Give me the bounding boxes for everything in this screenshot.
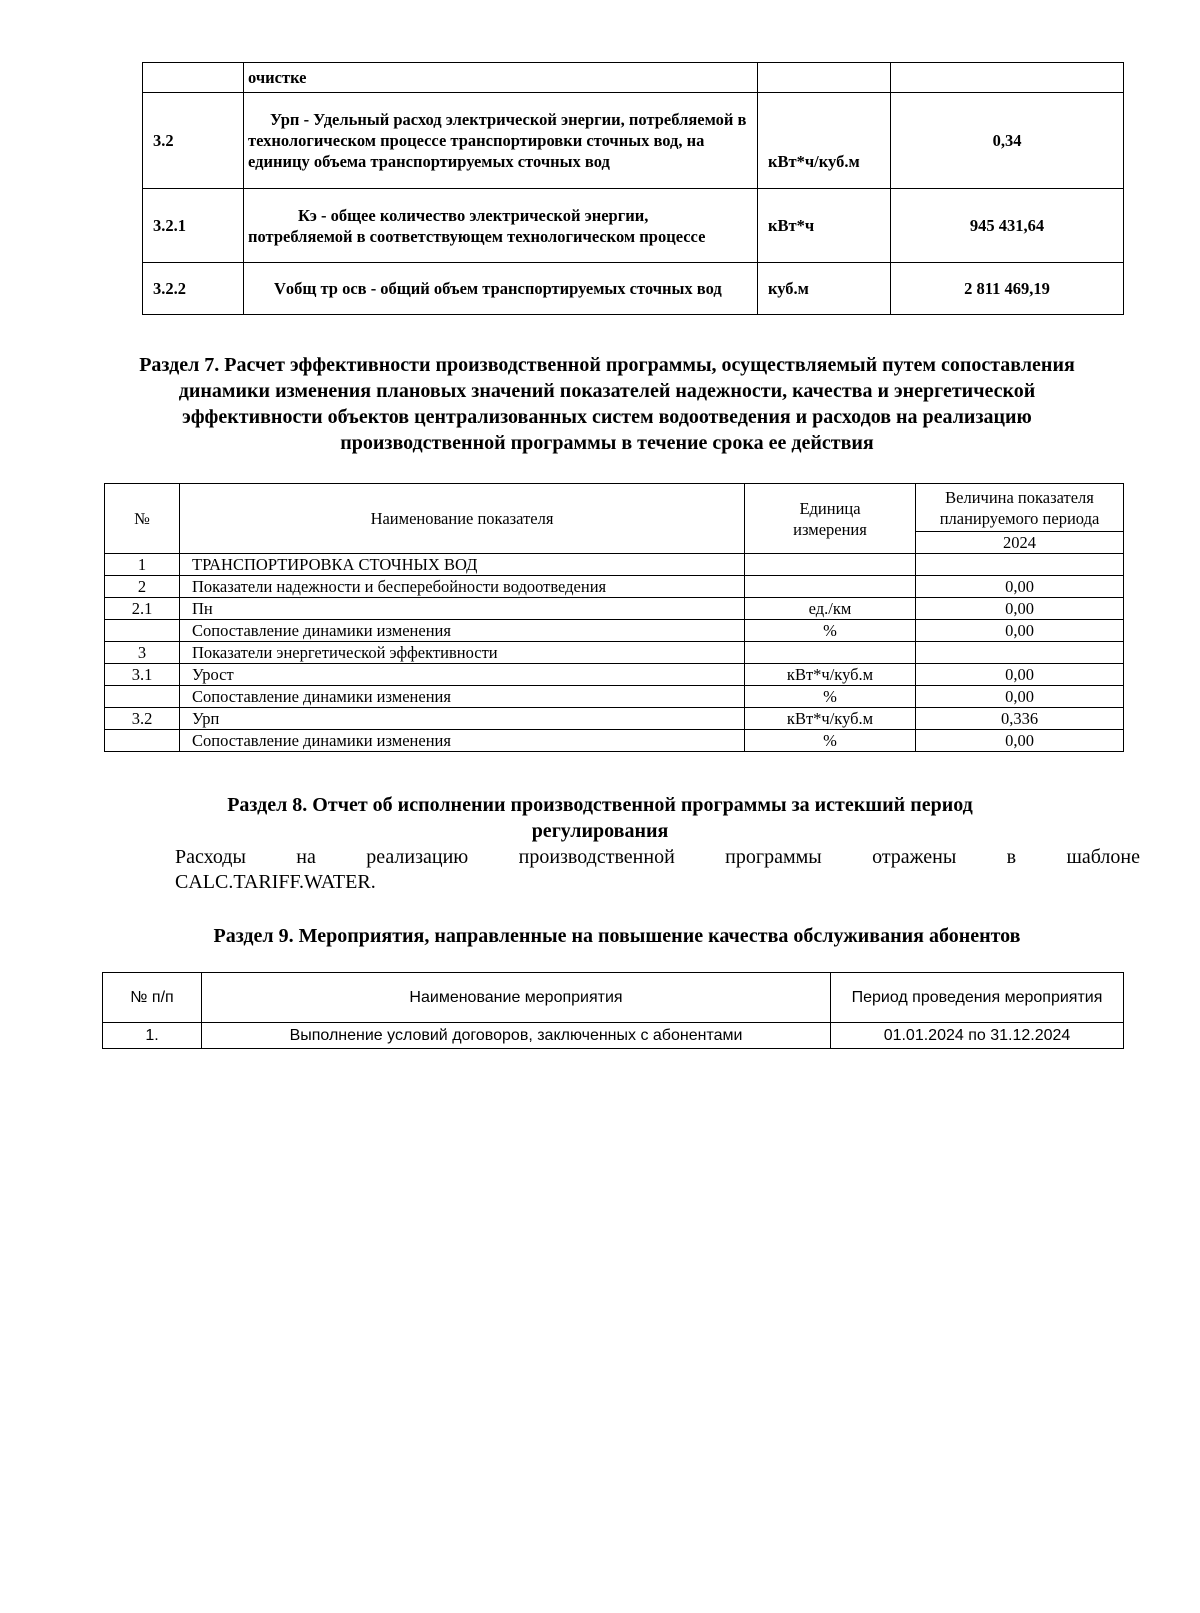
row-value: 0,00 [916,730,1124,752]
row-unit: кВт*ч/куб.м [745,664,916,686]
row-number: 3.2 [143,93,244,189]
table-row [105,620,1124,642]
table-row [105,730,1124,752]
section7-title: Раздел 7. Расчет эффективности производственной программы, осуществляемый путем сопоставления динамики изменения плановых значений показателей надежности, качества и энергетической эффективности объектов централизованных систем водоотведения и расходов на реализацию производственной программы в течение срока ее действия [139,354,1075,454]
row-value: 0,00 [916,620,1124,642]
section8-title-line1: Раздел 8. Отчет об исполнении производственной программы за истекший период [227,794,973,816]
row-number: 2.1 [105,598,180,620]
row-period: 01.01.2024 по 31.12.2024 [831,1023,1124,1049]
table-row [105,686,1124,708]
row-unit: % [745,686,916,708]
row-name: Пн [180,598,745,620]
section7-table-body [105,554,1124,752]
header-name: Наименование показателя [180,484,745,554]
row-unit: кВт*ч [758,189,891,263]
header-num: № п/п [103,973,202,1023]
row-unit [758,63,891,93]
row-value [916,642,1124,664]
table-row [105,554,1124,576]
row-value: 945 431,64 [891,189,1124,263]
row-unit [745,642,916,664]
table-row [143,63,1124,93]
row-value [916,554,1124,576]
top-continuation-table [142,62,1124,315]
row-value: 0,34 [891,93,1124,189]
table-header-row [103,973,1124,1023]
table-row [143,189,1124,263]
row-unit: куб.м [758,263,891,315]
row-unit: кВт*ч/куб.м [745,708,916,730]
row-number: 3.1 [105,664,180,686]
row-name: Vобщ тр осв - общий объем транспортируемых сточных вод [244,263,758,315]
top-table-body [143,63,1124,315]
row-name: ТРАНСПОРТИРОВКА СТОЧНЫХ ВОД [180,554,745,576]
row-name: Сопоставление динамики изменения [180,730,745,752]
row-number: 3.2 [105,708,180,730]
row-name: Выполнение условий договоров, заключенных с абонентами [202,1023,831,1049]
table-header-row [105,484,1124,532]
row-unit: % [745,730,916,752]
row-unit: % [745,620,916,642]
header-value: Величина показателя планируемого периода [916,484,1124,532]
row-unit: ед./км [745,598,916,620]
table-row [105,708,1124,730]
row-unit [745,576,916,598]
row-value: 0,00 [916,664,1124,686]
row-value: 0,00 [916,598,1124,620]
row-number: 1 [105,554,180,576]
section8-title-line2: регулирования [531,820,669,842]
row-name: Сопоставление динамики изменения [180,620,745,642]
row-value: 2 811 469,19 [891,263,1124,315]
header-num: № [105,484,180,554]
header-period: Период проведения мероприятия [831,973,1124,1023]
section9-table [102,972,1124,1049]
row-name: Урп [180,708,745,730]
row-name: Урост [180,664,745,686]
row-name: очистке [244,63,758,93]
row-number [105,620,180,642]
row-value: 0,00 [916,686,1124,708]
section9-title: Раздел 9. Мероприятия, направленные на повышение качества обслуживания абонентов [213,925,1021,947]
table-row [105,664,1124,686]
row-number: 3.2.2 [143,263,244,315]
row-number [105,730,180,752]
row-number [143,63,244,93]
header-year: 2024 [916,532,1124,554]
row-name: Показатели энергетической эффективности [180,642,745,664]
row-name: Урп - Удельный расход электрической энергии, потребляемой в технологическом процессе транспортировки сточных вод, на единицу объема транспортируемых сточных вод [244,93,758,189]
row-number: 2 [105,576,180,598]
row-number [105,686,180,708]
table-row [105,576,1124,598]
row-number: 1. [103,1023,202,1049]
table-row [103,1023,1124,1049]
table-row [105,642,1124,664]
table-row [143,93,1124,189]
row-unit [745,554,916,576]
section8-paragraph-line1: Расходы на реализацию производственной программы отражены в шаблоне [175,846,1140,868]
table-row [105,598,1124,620]
row-number: 3 [105,642,180,664]
row-number: 3.2.1 [143,189,244,263]
section7-table [104,483,1124,752]
header-name: Наименование мероприятия [202,973,831,1023]
row-name: Кэ - общее количество электрической энергии, потребляемой в соответствующем технологическом процессе [244,189,758,263]
row-value: 0,336 [916,708,1124,730]
row-value [891,63,1124,93]
row-unit: кВт*ч/куб.м [758,93,891,189]
row-value: 0,00 [916,576,1124,598]
header-unit: Единица измерения [745,484,916,554]
table-row [143,263,1124,315]
section8-paragraph-line2: CALC.TARIFF.WATER. [175,871,376,893]
row-name: Показатели надежности и бесперебойности водоотведения [180,576,745,598]
row-name: Сопоставление динамики изменения [180,686,745,708]
